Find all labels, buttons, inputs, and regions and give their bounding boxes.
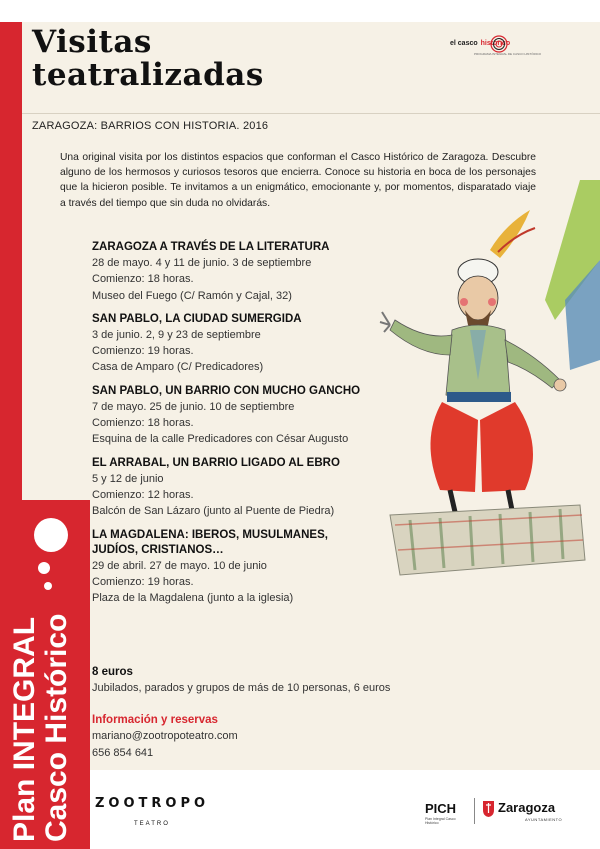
- event-dates: 28 de mayo. 4 y 11 de junio. 3 de septiembre: [92, 257, 312, 269]
- price-main: 8 euros: [92, 666, 133, 678]
- ayuntamiento-label: AYUNTAMIENTO: [525, 817, 563, 822]
- pich-subtext: Plan Integral Casco Histórico: [425, 817, 456, 825]
- intro-paragraph: Una original visita por los distintos espacios que conforman el Casco Histórico de Zaragoza. Descubre alguno de los hermosos y curiosos tesoros que encierra. Conoce su historia en boca de los personajes que la hicieron posible. Te invitamos a un enigmático, emocionante y, por momentos, disparatado viaje a través del tiempo que sin duda no olvidarás.: [60, 152, 536, 209]
- logo-arcs-icon: [490, 35, 508, 53]
- events-list: [92, 240, 412, 614]
- event-title-continued: JUDÍOS, CRISTIANOS…: [92, 543, 224, 556]
- logo-subtext: PROGRAMA INTEGRAL DE CASCO HISTÓRICO: [474, 52, 542, 56]
- sidebar-text-plan: Plan INTEGRAL: [8, 616, 41, 842]
- event-item: [92, 240, 412, 304]
- sidebar-dot-large: [34, 518, 68, 552]
- casco-historico-logo: [450, 40, 542, 56]
- contact-phone[interactable]: 656 854 641: [92, 747, 154, 759]
- zaragoza-logo: Zaragoza: [498, 800, 556, 815]
- zaragoza-shield-icon: [482, 800, 495, 818]
- event-dates: 7 de mayo. 25 de junio. 10 de septiembre: [92, 400, 295, 413]
- price-block: [92, 664, 390, 696]
- event-time: Comienzo: 12 horas.: [92, 488, 194, 501]
- event-item: [92, 384, 412, 448]
- sidebar-text-casco: Casco Histórico: [40, 613, 73, 842]
- event-location: Plaza de la Magdalena (junto a la iglesia): [92, 592, 294, 605]
- sidebar-dot-small: [38, 562, 50, 574]
- top-band: [0, 0, 600, 22]
- event-title: SAN PABLO, UN BARRIO CON MUCHO GANCHO: [92, 384, 361, 397]
- event-time: Comienzo: 18 horas.: [92, 417, 194, 430]
- event-title: LA MAGDALENA: IBEROS, MUSULMANES,: [92, 528, 328, 541]
- logo-word-2: histórico: [480, 40, 511, 47]
- event-location: Balcón de San Lázaro (junto al Puente de Piedra): [92, 505, 335, 518]
- pich-logo: PICH: [425, 801, 457, 816]
- zootropo-logo: ZOOTROPO: [95, 796, 210, 811]
- page-title: [32, 26, 264, 92]
- divider: [22, 113, 600, 114]
- event-time: Comienzo: 18 horas.: [92, 273, 194, 286]
- title-line-1: Visitas: [32, 24, 152, 60]
- event-location: Casa de Amparo (C/ Predicadores): [92, 361, 264, 374]
- event-item: [92, 312, 412, 376]
- event-title: SAN PABLO, LA CIUDAD SUMERGIDA: [92, 312, 302, 325]
- subtitle: ZARAGOZA: BARRIOS CON HISTORIA. 2016: [32, 120, 269, 132]
- event-dates: 29 de abril. 27 de mayo. 10 de junio: [92, 559, 267, 572]
- sidebar-dot-tiny: [44, 582, 52, 590]
- logo-word-1: el casco: [450, 40, 478, 47]
- price-discount: Jubilados, parados y grupos de más de 10 personas, 6 euros: [92, 682, 391, 694]
- event-item: [92, 528, 412, 607]
- event-title: EL ARRABAL, UN BARRIO LIGADO AL EBRO: [92, 456, 340, 469]
- event-dates: 3 de junio. 2, 9 y 23 de septiembre: [92, 328, 261, 341]
- event-time: Comienzo: 19 horas.: [92, 345, 194, 358]
- event-location: Esquina de la calle Predicadores con César Augusto: [92, 433, 349, 446]
- event-time: Comienzo: 19 horas.: [92, 575, 194, 588]
- event-title: ZARAGOZA A TRAVÉS DE LA LITERATURA: [92, 241, 330, 253]
- contact-email[interactable]: mariano@zootropoteatro.com: [92, 730, 238, 742]
- teatro-label: TEATRO: [134, 821, 170, 827]
- footer-divider: [474, 798, 475, 824]
- event-dates: 5 y 12 de junio: [92, 472, 164, 485]
- title-line-2: teatralizadas: [32, 57, 264, 93]
- contact-block: [92, 712, 238, 762]
- contact-title: Información y reservas: [92, 714, 218, 726]
- event-location: Museo del Fuego (C/ Ramón y Cajal, 32): [92, 289, 292, 302]
- event-item: [92, 456, 412, 520]
